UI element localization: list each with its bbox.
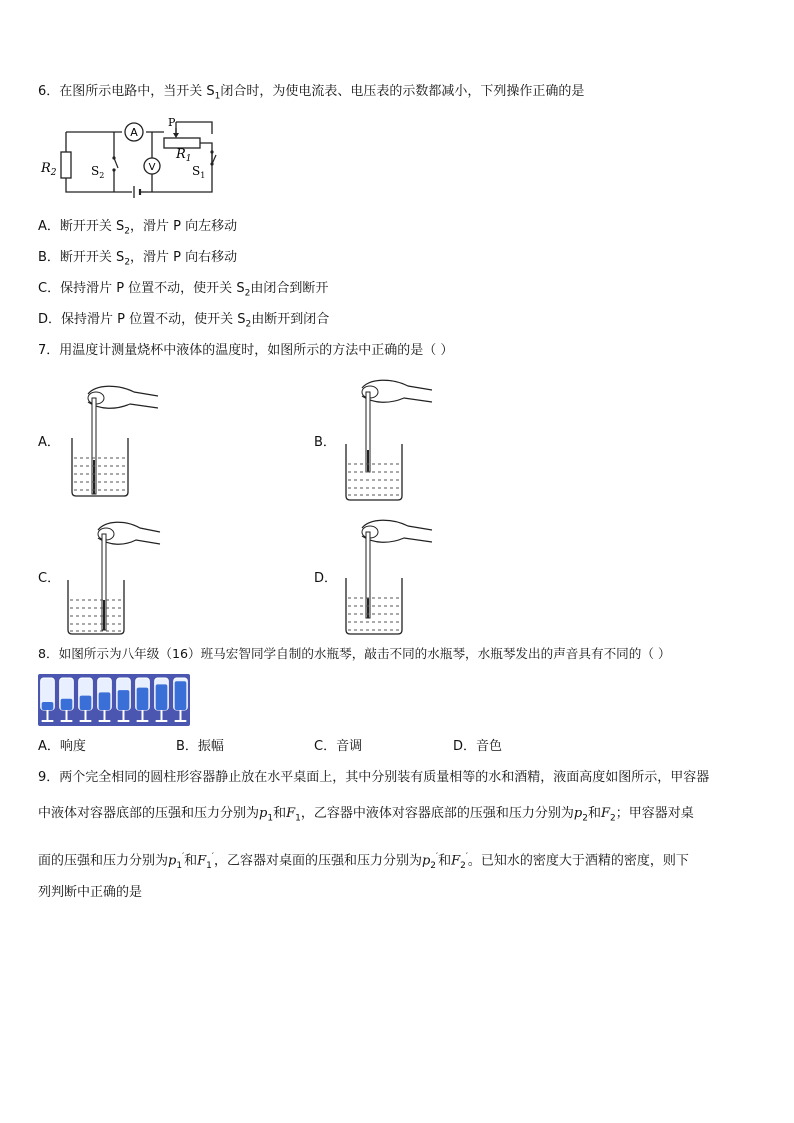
ammeter-label: A	[130, 126, 138, 139]
q9-line-4: 列判断中正确的是	[38, 885, 143, 900]
q7-option-a-label[interactable]: A．	[38, 435, 60, 450]
q6-option-b[interactable]: B．断开开关 $S_2$，滑片 P 向右移动	[38, 250, 238, 268]
r1-label: $R_1$	[176, 147, 192, 164]
water-level	[99, 692, 111, 710]
r2-label: $R_2$	[41, 161, 57, 178]
q7-figure-c	[64, 516, 164, 638]
bottle-base	[42, 720, 54, 722]
water-level	[80, 696, 92, 710]
bottle-stem	[47, 710, 49, 720]
bottle-base	[156, 720, 168, 722]
q7-stem: 7．用温度计测量烧杯中液体的温度时，如图所示的方法中正确的是（ ）	[38, 343, 454, 358]
bottle-stem	[142, 710, 144, 720]
q7-figure-b	[340, 374, 440, 504]
s2-label: $S_2$	[91, 164, 105, 180]
s1-label: $S_1$	[192, 164, 206, 180]
q6-stem: 6．在图所示电路中，当开关 $S_1$闭合时，为使电流表、电压表的示数都减小，下列操作正确的是	[38, 84, 585, 102]
bottle-base	[137, 720, 149, 722]
q9-line-1: 9．两个完全相同的圆柱形容器静止放在水平桌面上，其中分别装有质量相等的水和酒精，液面高度如图所示，甲容器	[38, 770, 710, 785]
water-level	[156, 684, 168, 710]
q7-figure-a	[66, 380, 166, 498]
q8-water-bottles-figure	[38, 674, 190, 726]
q6-circuit-diagram	[36, 114, 226, 200]
bottle-stem	[180, 710, 182, 720]
bottle-base	[61, 720, 73, 722]
q7-figure-d	[340, 514, 440, 638]
bottle-base	[175, 720, 187, 722]
q6-option-d[interactable]: D．保持滑片 P 位置不动，使开关 $S_2$由断开到闭合	[38, 312, 330, 330]
q7-option-c-label[interactable]: C．	[38, 571, 61, 586]
bottle-stem	[104, 710, 106, 720]
bottle-base	[99, 720, 111, 722]
water-level	[61, 699, 73, 710]
water-level	[42, 702, 54, 710]
bottle-base	[118, 720, 130, 722]
bottle-stem	[123, 710, 125, 720]
q8-option-c[interactable]: C．音调	[314, 739, 363, 754]
water-level	[175, 681, 187, 710]
q8-option-a[interactable]: A．响度	[38, 739, 86, 754]
voltmeter-label: V	[148, 162, 156, 173]
q9-line-2: 中液体对容器底部的压强和压力分别为$p_1$和$F_1$，乙容器中液体对容器底部的压强和压力分别为$p_2$和$F_2$；甲容器对桌	[38, 806, 694, 824]
bottle-base	[80, 720, 92, 722]
water-level	[137, 688, 149, 710]
q7-option-b-label[interactable]: B．	[314, 435, 336, 450]
p-label: P	[168, 116, 176, 129]
q9-line-3: 面的压强和压力分别为$p_1'$和$F_1'$，乙容器对桌面的压强和压力分别为$p_2'$和$F_2'$。已知水的密度大于酒精的密度，则下	[38, 852, 689, 871]
bottle-stem	[161, 710, 163, 720]
bottle-stem	[66, 710, 68, 720]
q6-option-c[interactable]: C．保持滑片 P 位置不动，使开关 $S_2$由闭合到断开	[38, 281, 329, 299]
q8-option-d[interactable]: D．音色	[453, 739, 503, 754]
q8-stem: 8．如图所示为八年级（16）班马宏智同学自制的水瓶琴，敲击不同的水瓶琴，水瓶琴发出的声音具有不同的（ ）	[38, 646, 671, 661]
bottle-stem	[85, 710, 87, 720]
water-level	[118, 690, 130, 710]
q6-option-a[interactable]: A．断开开关 $S_2$，滑片 P 向左移动	[38, 219, 238, 237]
q8-option-b[interactable]: B．振幅	[176, 739, 224, 754]
q7-option-d-label[interactable]: D．	[314, 571, 338, 586]
